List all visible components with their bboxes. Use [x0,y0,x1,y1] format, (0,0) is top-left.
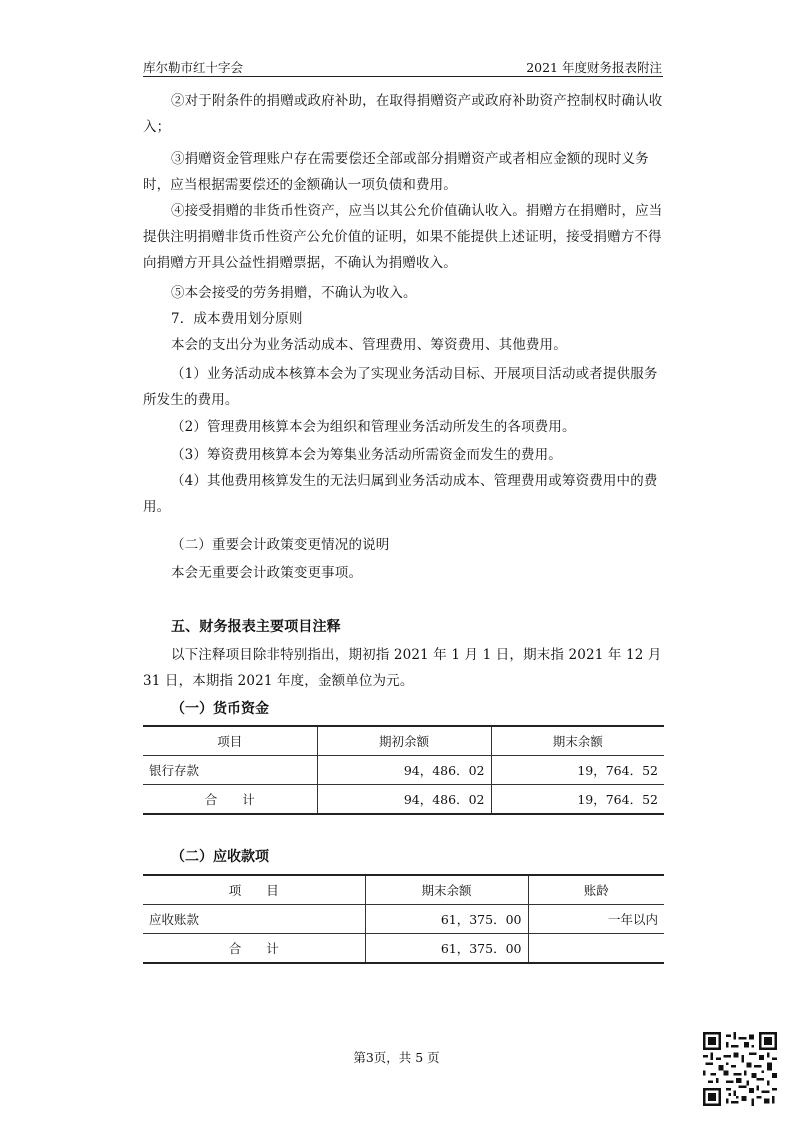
receivables-table [143,874,664,964]
table-header-cell: 项 目 [143,875,365,905]
paragraph-policy-change-note: 本会无重要会计政策变更事项。 [171,565,363,581]
header-org-name: 库尔勒市红十字会 [143,60,244,75]
header-report-title: 2021 年度财务报表附注 [526,60,662,75]
table-total-row [143,934,664,964]
table-header-cell: 项目 [143,726,317,756]
table-cell: 19，764．52 [491,756,664,785]
qr-code-icon [703,1032,777,1106]
table-cell: 61，375．00 [365,934,528,964]
table-total-row [143,785,664,815]
table-cell [528,934,664,964]
table-header-cell: 期末余额 [491,726,664,756]
table-row [143,756,664,785]
paragraph-management-cost: （2）管理费用核算本会为组织和管理业务活动所发生的各项费用。 [171,419,576,435]
paragraph-cost-principle-heading: 7．成本费用划分原则 [171,311,303,327]
paragraph-expense-categories: 本会的支出分为业务活动成本、管理费用、筹资费用、其他费用。 [171,337,567,353]
section-five-title: 五、财务报表主要项目注释 [171,619,341,635]
table-cell: 94，486．02 [317,785,491,815]
table-cell: 61，375．00 [365,905,528,934]
paragraph-donation-liability: ③捐赠资金管理账户存在需要偿还全部或部分捐赠资产或者相应金额的现时义务时，应当根据需要偿还的金额确认一项负债和费用。 [143,151,649,193]
table-row [143,905,664,934]
paragraph-policy-change-heading: （二）重要会计政策变更情况的说明 [171,537,390,553]
table-cell: 应收账款 [143,905,365,934]
table-cell: 19，764．52 [491,785,664,815]
table-cell: 合 计 [143,934,365,964]
table1-title: （一）货币资金 [171,701,269,717]
table-header-row [143,875,664,905]
cash-table [143,725,664,815]
table-header-cell: 账龄 [528,875,664,905]
paragraph-conditional-donation: ②对于附条件的捐赠或政府补助，在取得捐赠资产或政府补助资产控制权时确认收入； [143,93,663,135]
table-header-row [143,726,664,756]
table-cell: 94，486．02 [317,756,491,785]
paragraph-business-cost: （1）业务活动成本核算本会为了实现业务活动目标、开展项目活动或者提供服务所发生的费用。 [143,366,658,408]
paragraph-labor-donation: ⑤本会接受的劳务捐赠，不确认为收入。 [171,285,417,301]
header-divider [143,76,663,77]
page-number: 第3页，共 5 页 [353,1050,440,1065]
paragraph-other-cost: （4）其他费用核算发生的无法归属到业务活动成本、管理费用或筹资费用中的费用。 [143,473,658,515]
table2-title: （二）应收款项 [171,849,269,865]
paragraph-financing-cost: （3）筹资费用核算本会为筹集业务活动所需资金而发生的费用。 [171,447,562,463]
table-cell: 合 计 [143,785,317,815]
table-header-cell: 期末余额 [365,875,528,905]
paragraph-notes-intro: 以下注释项目除非特别指出，期初指 2021 年 1 月 1 日，期末指 2021 年 12 月 31 日，本期指 2021 年度，金额单位为元。 [143,647,662,689]
table-cell: 银行存款 [143,756,317,785]
paragraph-non-monetary-donation: ④接受捐赠的非货币性资产，应当以其公允价值确认收入。捐赠方在捐赠时，应当提供注明捐赠非货币性资产公允价值的证明，如果不能提供上述证明，接受捐赠方不得向捐赠方开具公益性捐赠票据，不确认为捐赠收入。 [143,203,663,271]
table-cell: 一年以内 [528,905,664,934]
table-header-cell: 期初余额 [317,726,491,756]
